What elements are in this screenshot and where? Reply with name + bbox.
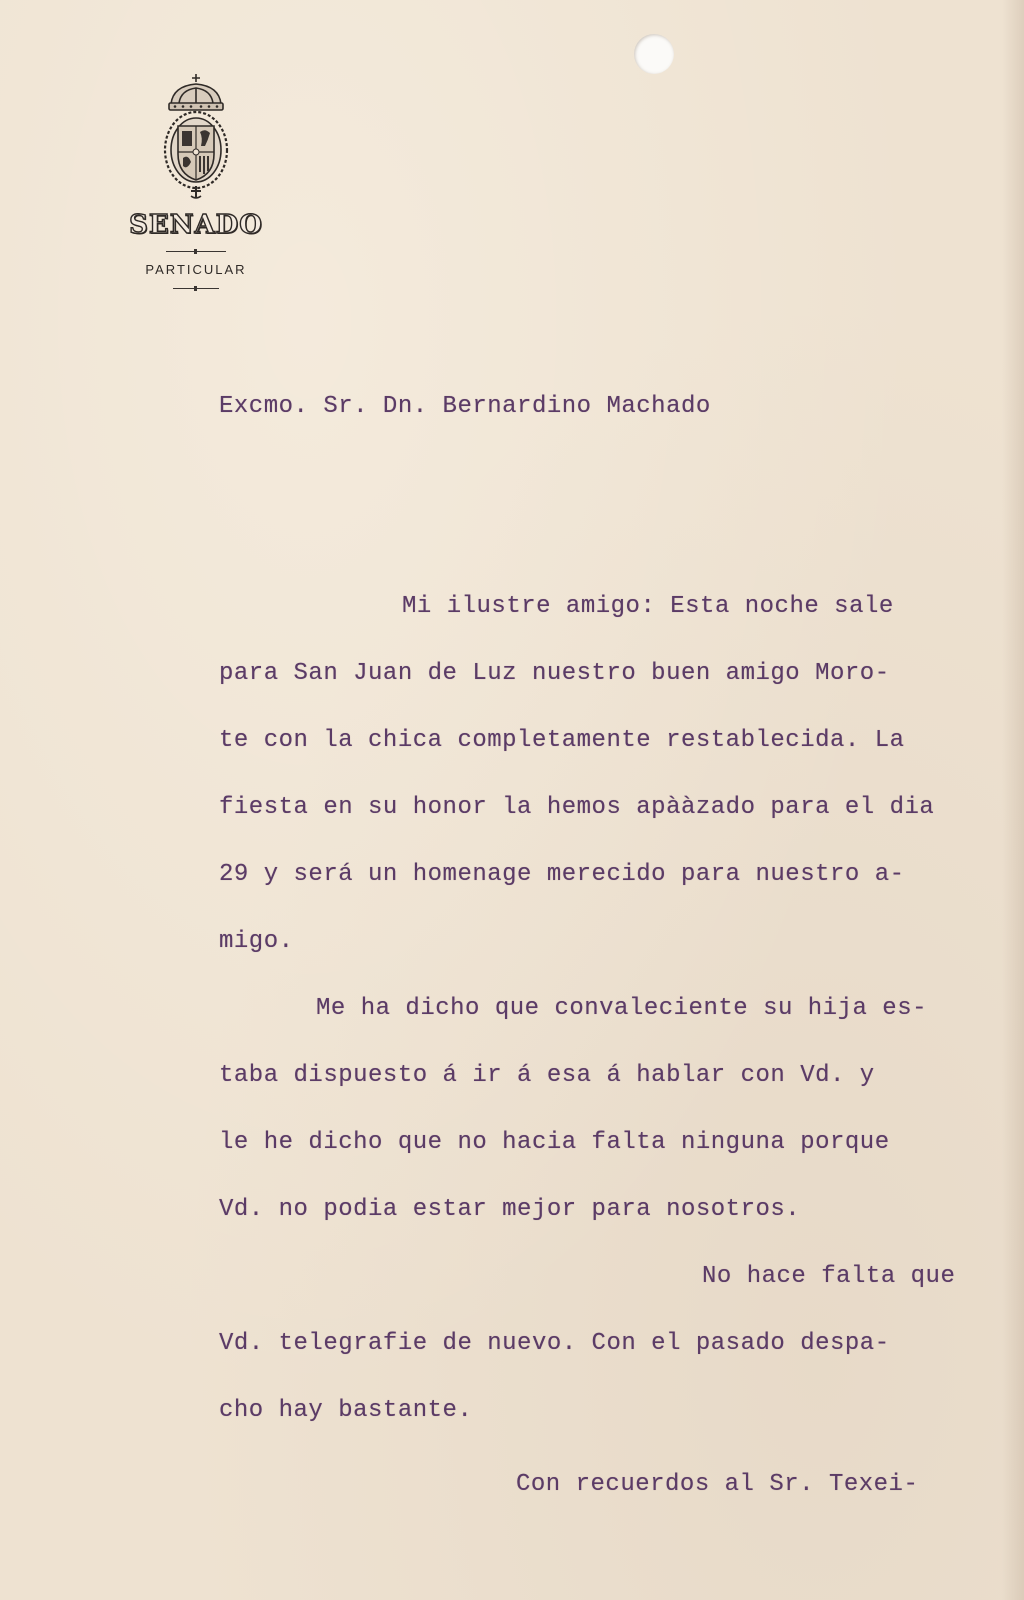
letter-line: para San Juan de Luz nuestro buen amigo Moro- [219, 660, 890, 687]
letterhead-label: PARTICULAR [145, 262, 247, 277]
letter-line: fiesta en su honor la hemos apààzado para el dia [219, 794, 935, 821]
addressee-line: Excmo. Sr. Dn. Bernardino Machado [219, 393, 711, 420]
letter-line: Vd. no podia estar mejor para nosotros. [219, 1196, 801, 1223]
letter-line: taba dispuesto á ir á esa á hablar con Vd. y [219, 1062, 875, 1089]
institution-name: SENADO [129, 210, 263, 240]
paper-edge-shadow [1002, 0, 1024, 1600]
letter-line: Me ha dicho que convaleciente su hija es- [316, 995, 927, 1022]
letterhead-rule [166, 248, 226, 256]
letter-line: No hace falta que [702, 1263, 956, 1290]
letterhead-rule-lower [173, 285, 219, 293]
letter-line: le he dicho que no hacia falta ninguna porque [219, 1129, 890, 1156]
punch-hole [634, 34, 674, 74]
letterhead [100, 70, 292, 293]
letter-line: Con recuerdos al Sr. Texei- [516, 1471, 919, 1498]
letter-line: cho hay bastante. [219, 1397, 473, 1424]
coat-of-arms-icon [153, 70, 239, 200]
letter-line: migo. [219, 928, 294, 955]
letter-line: te con la chica completamente restablecida. La [219, 727, 905, 754]
letter-line: 29 y será un homenage merecido para nuestro a- [219, 861, 905, 888]
letter-line: Vd. telegrafie de nuevo. Con el pasado despa- [219, 1330, 890, 1357]
letter-line: Mi ilustre amigo: Esta noche sale [402, 593, 894, 620]
